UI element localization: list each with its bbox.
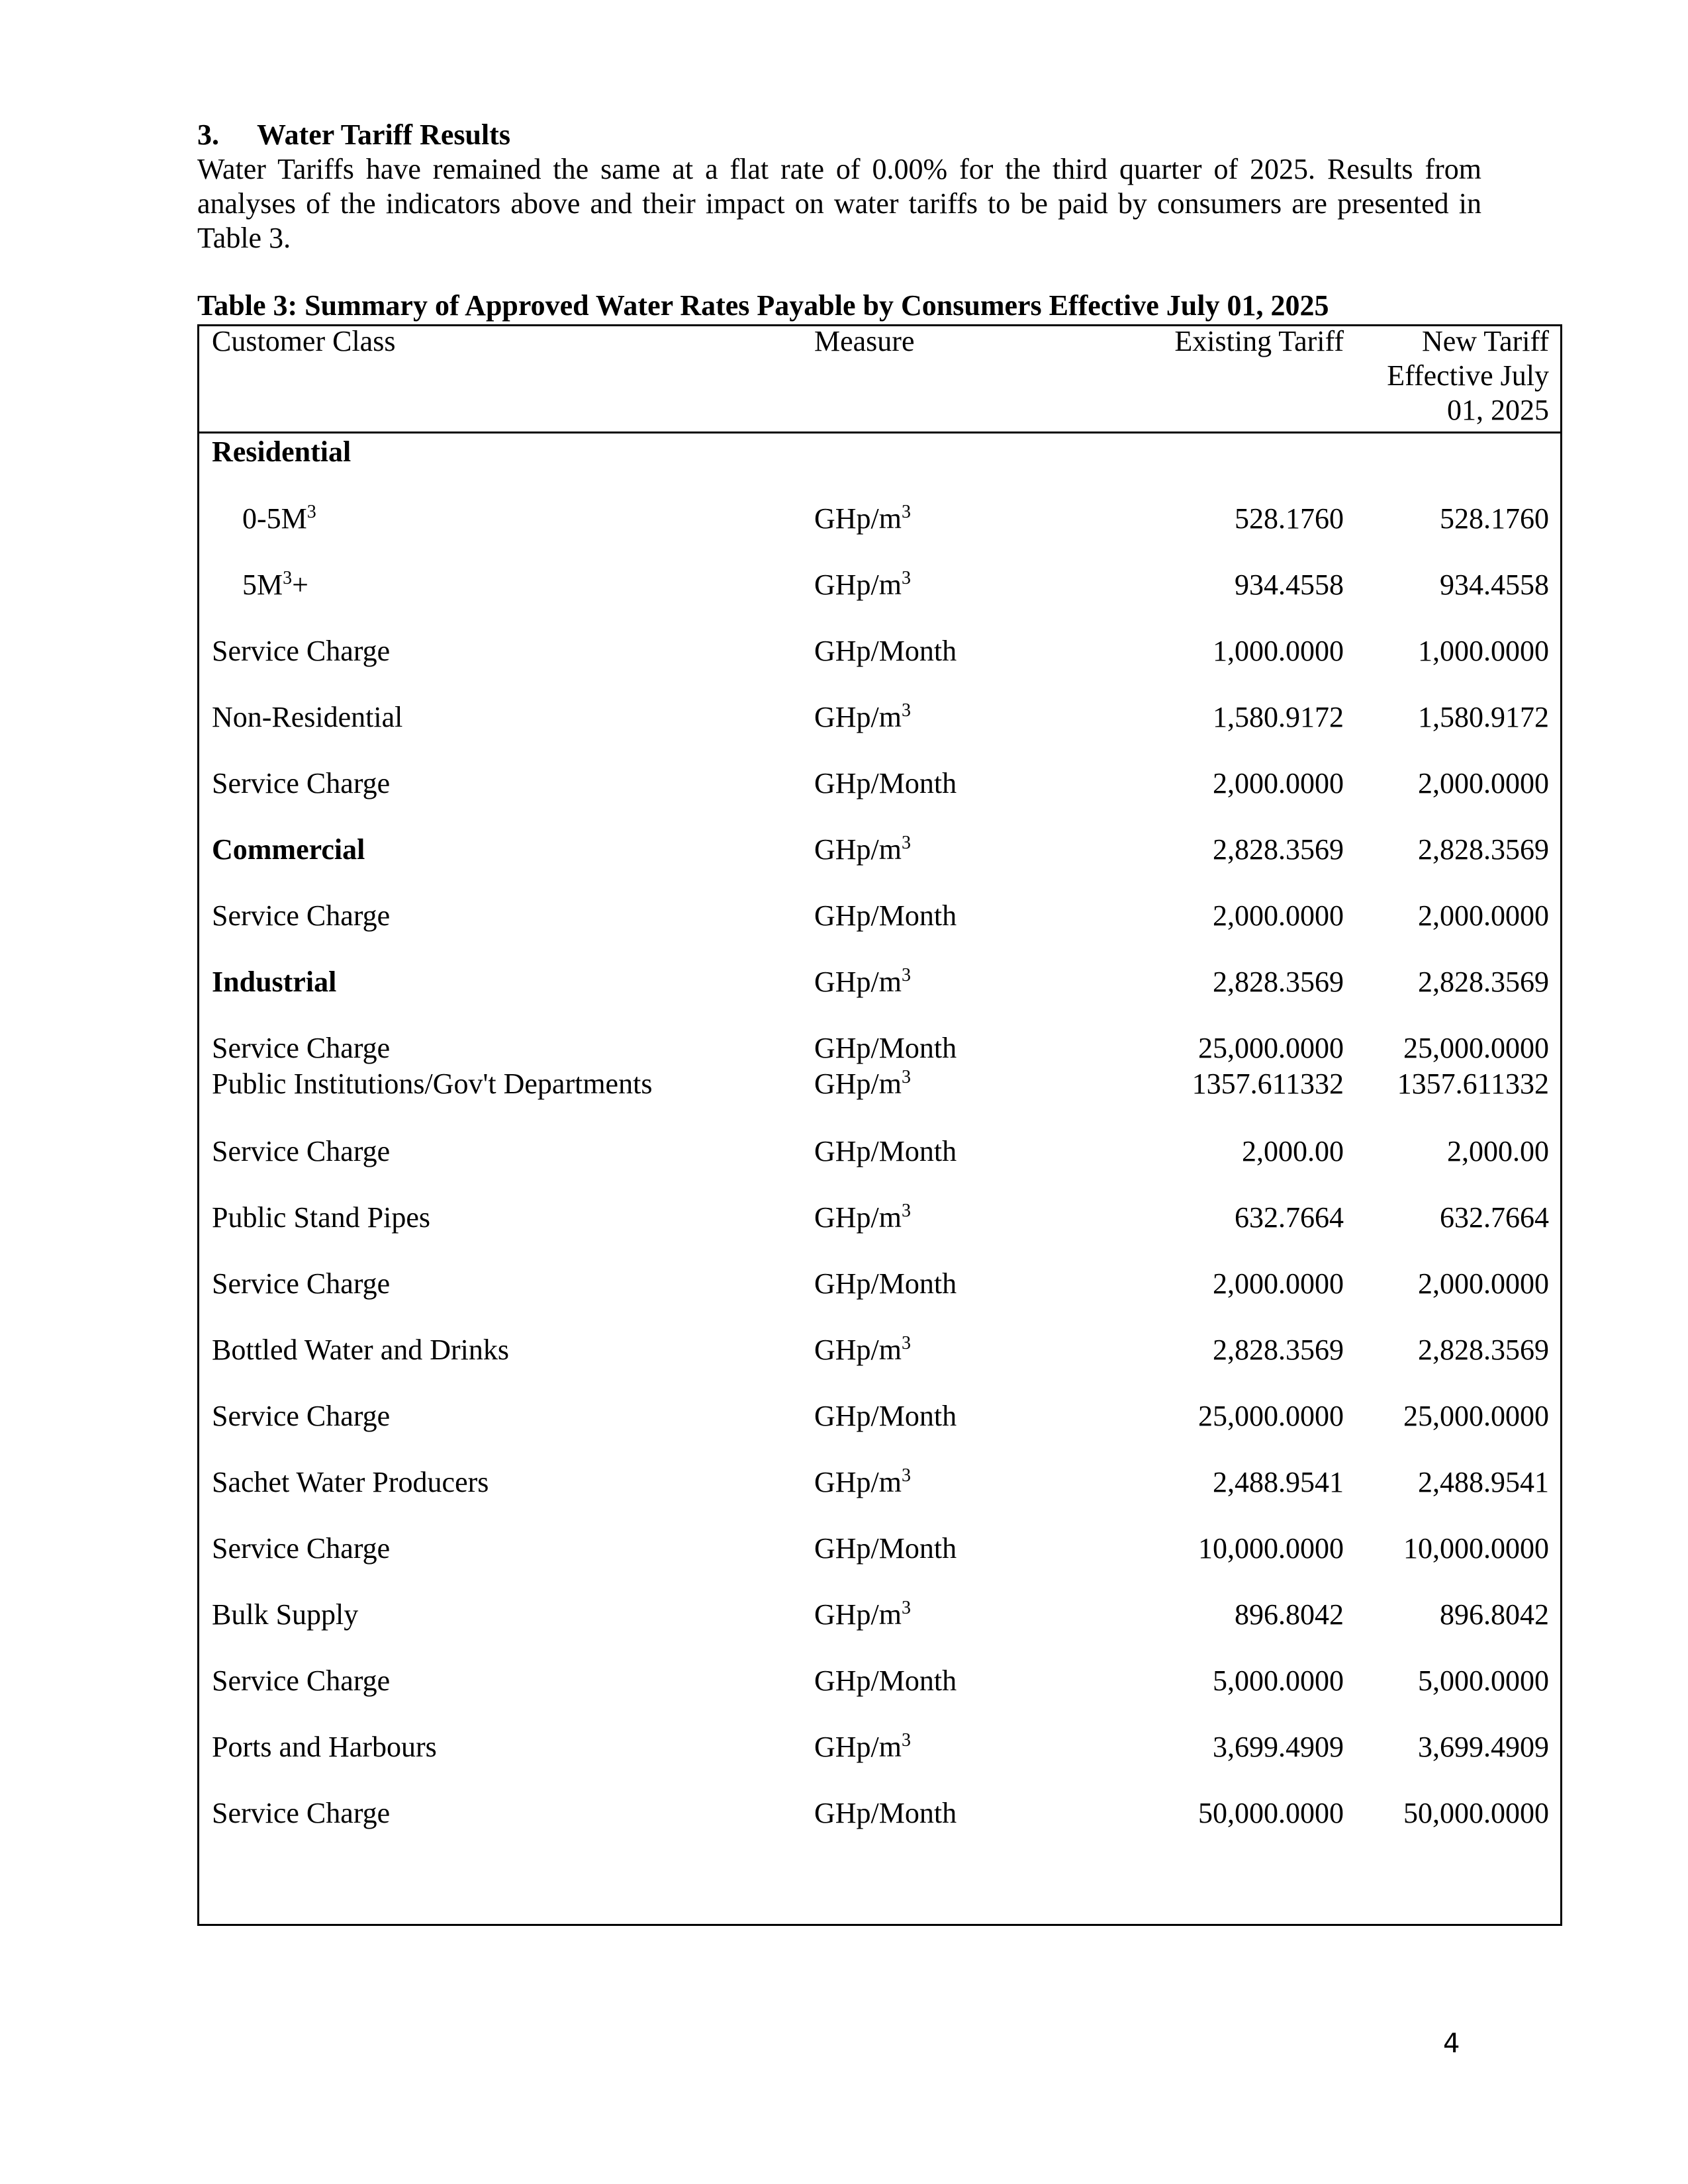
page-number: 4 (1443, 2028, 1460, 2059)
cell-existing-tariff: 3,699.4909 (1213, 1731, 1344, 1763)
cell-existing-tariff: 528.1760 (1235, 502, 1344, 535)
table-row (0, 1333, 1688, 1367)
cell-customer-class (212, 1201, 430, 1235)
header-measure: Measure (814, 325, 915, 357)
customer-class-label: 0-5M (242, 502, 307, 535)
unit-superscript: 3 (902, 1465, 911, 1486)
table-row (0, 1531, 1688, 1566)
cell-existing-tariff: 5,000.0000 (1213, 1664, 1344, 1697)
cell-new-tariff: 3,699.4909 (1418, 1731, 1549, 1763)
table-row (0, 1664, 1688, 1698)
table-row (0, 1796, 1688, 1831)
unit-superscript: 3 (902, 502, 911, 522)
section-title: Water Tariff Results (257, 118, 510, 151)
cell-new-tariff: 2,000.0000 (1418, 767, 1549, 799)
cell-measure (814, 1730, 911, 1764)
cell-new-tariff: 2,000.0000 (1418, 899, 1549, 932)
unit-superscript: 3 (902, 568, 911, 588)
cell-existing-tariff: 632.7664 (1235, 1201, 1344, 1234)
cell-measure (814, 1267, 957, 1301)
cell-customer-class (212, 1399, 390, 1433)
unit-superscript: 3 (902, 700, 911, 721)
label-suffix: + (292, 569, 308, 601)
measure-unit: GHp/Month (814, 1400, 957, 1432)
cell-new-tariff: 934.4558 (1440, 569, 1549, 601)
cell-existing-tariff: 896.8042 (1235, 1598, 1344, 1631)
cell-customer-class (212, 766, 390, 801)
unit-superscript: 3 (902, 1201, 911, 1221)
measure-unit: GHp/Month (814, 899, 957, 932)
cell-existing-tariff: 2,828.3569 (1213, 833, 1344, 866)
unit-superscript: 3 (902, 1598, 911, 1618)
measure-unit: GHp/m (814, 966, 902, 998)
intro-paragraph: Water Tariffs have remained the same at a flat rate of 0.00% for the third quarter of 2025. Results from analyses of the indicators above and their impact on water tariffs to be paid by consumers are presented in Table 3. (197, 153, 1481, 254)
cell-measure (814, 965, 911, 999)
measure-unit: GHp/m (814, 701, 902, 733)
customer-class-label: Industrial (212, 966, 337, 998)
table-row (0, 700, 1688, 735)
cell-new-tariff: 1,000.0000 (1418, 635, 1549, 667)
label-superscript: 3 (306, 502, 316, 522)
table-row (0, 1399, 1688, 1433)
table-row (0, 766, 1688, 801)
cell-measure (814, 634, 957, 668)
table-row (0, 899, 1688, 933)
cell-existing-tariff: 25,000.0000 (1198, 1400, 1344, 1432)
cell-measure (814, 899, 957, 933)
cell-customer-class (212, 634, 390, 668)
customer-class-label: Service Charge (212, 1797, 391, 1829)
cell-measure (814, 700, 911, 735)
header-existing-tariff: Existing Tariff (1174, 325, 1344, 357)
cell-new-tariff: 528.1760 (1440, 502, 1549, 535)
cell-new-tariff: 2,828.3569 (1418, 966, 1549, 998)
cell-customer-class (212, 833, 365, 867)
measure-unit: GHp/Month (814, 767, 957, 799)
cell-customer-class (212, 965, 336, 999)
cell-measure (814, 1664, 957, 1698)
cell-measure (814, 1067, 911, 1101)
measure-unit: GHp/m (814, 502, 902, 535)
cell-customer-class (212, 1031, 390, 1066)
cell-existing-tariff: 2,000.00 (1242, 1135, 1344, 1167)
measure-unit: GHp/m (814, 833, 902, 866)
cell-measure (814, 1399, 957, 1433)
cell-existing-tariff: 1357.611332 (1192, 1068, 1344, 1100)
cell-new-tariff: 10,000.0000 (1403, 1532, 1549, 1565)
measure-unit: GHp/Month (814, 1797, 957, 1829)
customer-class-label: Public Stand Pipes (212, 1201, 431, 1234)
measure-unit: GHp/Month (814, 1032, 957, 1064)
table-row (0, 965, 1688, 999)
cell-measure (814, 1531, 957, 1566)
cell-customer-class (212, 899, 390, 933)
table-row (0, 1134, 1688, 1169)
label-superscript: 3 (283, 568, 293, 588)
cell-customer-class (212, 700, 402, 735)
cell-customer-class (212, 1664, 390, 1698)
cell-existing-tariff: 934.4558 (1235, 569, 1344, 601)
table-row (0, 435, 1688, 469)
cell-customer-class (212, 1598, 358, 1632)
cell-existing-tariff: 1,580.9172 (1213, 701, 1344, 733)
cell-customer-class (212, 1267, 390, 1301)
cell-customer-class (212, 1067, 652, 1101)
cell-measure (814, 1134, 957, 1169)
cell-measure (814, 568, 911, 602)
measure-unit: GHp/m (814, 1201, 902, 1234)
table-row (0, 1730, 1688, 1764)
measure-unit: GHp/Month (814, 1267, 957, 1300)
customer-class-label: Service Charge (212, 1135, 391, 1167)
table-row (0, 1031, 1688, 1066)
cell-existing-tariff: 10,000.0000 (1198, 1532, 1344, 1565)
cell-new-tariff: 1,580.9172 (1418, 701, 1549, 733)
measure-unit: GHp/m (814, 1068, 902, 1100)
table-row (0, 502, 1688, 536)
cell-customer-class (212, 1796, 390, 1831)
cell-existing-tariff: 2,828.3569 (1213, 966, 1344, 998)
unit-superscript: 3 (902, 965, 911, 985)
customer-class-label: Residential (212, 435, 352, 468)
unit-superscript: 3 (902, 1067, 911, 1087)
customer-class-label: Service Charge (212, 1032, 391, 1064)
measure-unit: GHp/m (814, 1334, 902, 1366)
unit-superscript: 3 (902, 833, 911, 853)
customer-class-label: Service Charge (212, 1664, 391, 1697)
customer-class-label: 5M (242, 569, 283, 601)
cell-existing-tariff: 2,000.0000 (1213, 899, 1344, 932)
cell-measure (814, 1031, 957, 1066)
cell-existing-tariff: 1,000.0000 (1213, 635, 1344, 667)
cell-measure (814, 1465, 911, 1500)
customer-class-label: Service Charge (212, 1267, 391, 1300)
cell-new-tariff: 50,000.0000 (1403, 1797, 1549, 1829)
measure-unit: GHp/m (814, 1466, 902, 1498)
table-row (0, 1465, 1688, 1500)
cell-existing-tariff: 2,828.3569 (1213, 1334, 1344, 1366)
cell-customer-class (242, 568, 308, 602)
customer-class-label: Service Charge (212, 635, 391, 667)
cell-existing-tariff: 2,488.9541 (1213, 1466, 1344, 1498)
cell-new-tariff: 896.8042 (1440, 1598, 1549, 1631)
cell-customer-class (212, 1730, 437, 1764)
table-row (0, 1067, 1688, 1101)
cell-new-tariff: 5,000.0000 (1418, 1664, 1549, 1697)
customer-class-label: Service Charge (212, 899, 391, 932)
cell-new-tariff: 632.7664 (1440, 1201, 1549, 1234)
cell-existing-tariff: 2,000.0000 (1213, 1267, 1344, 1300)
cell-new-tariff: 25,000.0000 (1403, 1032, 1549, 1064)
cell-measure (814, 833, 911, 867)
header-customer-class: Customer Class (212, 325, 396, 357)
cell-measure (814, 1598, 911, 1632)
customer-class-label: Ports and Harbours (212, 1731, 437, 1763)
unit-superscript: 3 (902, 1730, 911, 1751)
cell-existing-tariff: 2,000.0000 (1213, 767, 1344, 799)
cell-customer-class (212, 435, 351, 469)
measure-unit: GHp/m (814, 569, 902, 601)
customer-class-label: Commercial (212, 833, 365, 866)
cell-existing-tariff: 50,000.0000 (1198, 1797, 1344, 1829)
customer-class-label: Service Charge (212, 1532, 391, 1565)
cell-new-tariff: 2,000.00 (1447, 1135, 1549, 1167)
table-row (0, 833, 1688, 867)
cell-measure (814, 1201, 911, 1235)
section-number: 3. (197, 118, 219, 151)
customer-class-label: Public Institutions/Gov't Departments (212, 1068, 653, 1100)
measure-unit: GHp/Month (814, 1135, 957, 1167)
table-row (0, 1598, 1688, 1632)
section-heading (197, 118, 510, 152)
table-row (0, 1201, 1688, 1235)
cell-new-tariff: 2,000.0000 (1418, 1267, 1549, 1300)
cell-customer-class (212, 1333, 509, 1367)
measure-unit: GHp/m (814, 1598, 902, 1631)
measure-unit: GHp/Month (814, 635, 957, 667)
cell-measure (814, 1796, 957, 1831)
unit-superscript: 3 (902, 1333, 911, 1353)
table-caption: Table 3: Summary of Approved Water Rates Payable by Consumers Effective July 01, 2025 (197, 289, 1329, 322)
customer-class-label: Bottled Water and Drinks (212, 1334, 510, 1366)
table-row (0, 1267, 1688, 1301)
measure-unit: GHp/Month (814, 1532, 957, 1565)
header-new-tariff: New Tariff Effective July 01, 2025 (1387, 325, 1549, 426)
table-row (0, 634, 1688, 668)
cell-customer-class (212, 1465, 489, 1500)
customer-class-label: Non-Residential (212, 701, 403, 733)
customer-class-label: Sachet Water Producers (212, 1466, 489, 1498)
cell-measure (814, 1333, 911, 1367)
cell-measure (814, 502, 911, 536)
cell-existing-tariff: 25,000.0000 (1198, 1032, 1344, 1064)
cell-measure (814, 766, 957, 801)
cell-new-tariff: 2,828.3569 (1418, 1334, 1549, 1366)
measure-unit: GHp/m (814, 1731, 902, 1763)
table-row (0, 568, 1688, 602)
customer-class-label: Bulk Supply (212, 1598, 359, 1631)
cell-customer-class (212, 1531, 390, 1566)
customer-class-label: Service Charge (212, 1400, 391, 1432)
measure-unit: GHp/Month (814, 1664, 957, 1697)
cell-new-tariff: 25,000.0000 (1403, 1400, 1549, 1432)
customer-class-label: Service Charge (212, 767, 391, 799)
cell-new-tariff: 2,828.3569 (1418, 833, 1549, 866)
cell-customer-class (212, 1134, 390, 1169)
cell-new-tariff: 2,488.9541 (1418, 1466, 1549, 1498)
cell-new-tariff: 1357.611332 (1397, 1068, 1549, 1100)
cell-customer-class (242, 502, 316, 536)
table-header-divider (197, 432, 1562, 433)
